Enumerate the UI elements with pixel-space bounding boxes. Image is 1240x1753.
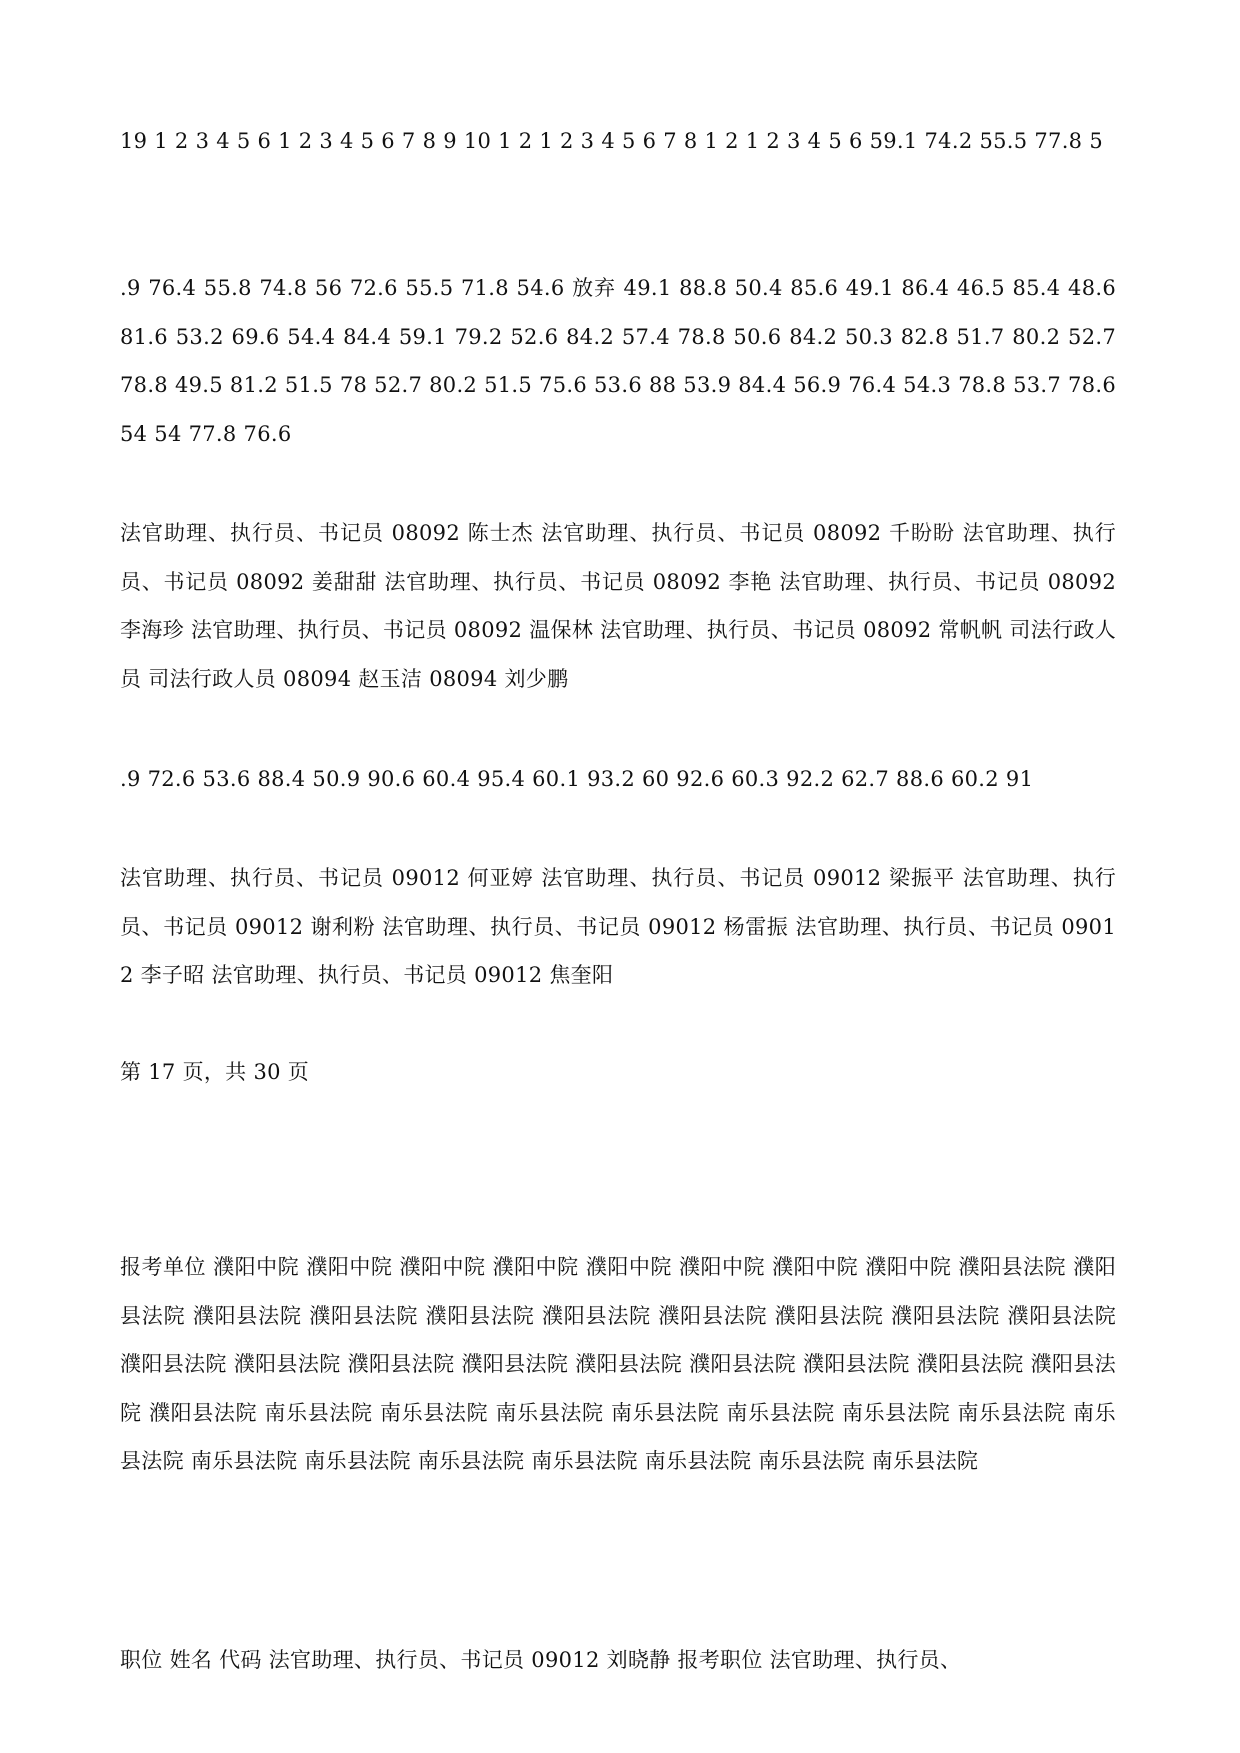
candidate-list-09012-paragraph: 法官助理、执行员、书记员 09012 何亚婷 法官助理、执行员、书记员 09012 梁振平 法官助理、执行员、书记员 09012 谢利粉 法官助理、执行员、书记员 09012 杨雷振 法官助理、执行员、书记员 09012 李子昭 法官助理、执行员、书记员 09012 焦奎阳 [120,866,1116,987]
candidate-list-08092-paragraph: 法官助理、执行员、书记员 08092 陈士杰 法官助理、执行员、书记员 08092 千盼盼 法官助理、执行员、书记员 08092 姜甜甜 法官助理、执行员、书记员 08092 李艳 法官助理、执行员、书记员 08092 李海珍 法官助理、执行员、书记员 08092 温保林 法官助理、执行员、书记员 08092 常帆帆 司法行政人员 司法行政人员 08094 赵玉洁 08094 刘少鹏 [120,521,1116,691]
exam-unit-list-paragraph: 报考单位 濮阳中院 濮阳中院 濮阳中院 濮阳中院 濮阳中院 濮阳中院 濮阳中院 濮阳中院 濮阳县法院 濮阳县法院 濮阳县法院 濮阳县法院 濮阳县法院 濮阳县法院 濮阳县法院 濮阳县法院 濮阳县法院 濮阳县法院 濮阳县法院 濮阳县法院 濮阳县法院 濮阳县法院 濮阳县法院 濮阳县法院 濮阳县法院 濮阳县法院 濮阳县法院 濮阳县法院 南乐县法院 南乐县法院 南乐县法院 南乐县法院 南乐县法院 南乐县法院 南乐县法院 南乐县法院 南乐县法院 南乐县法院 南乐县法院 南乐县法院 南乐县法院 南乐县法院 南乐县法院 [120,1255,1116,1473]
score-list-continued-paragraph: .9 72.6 53.6 88.4 50.9 90.6 60.4 95.4 60.1 93.2 60 92.6 60.3 92.2 62.7 88.6 60.2 91 [120,767,1034,791]
score-list-paragraph: .9 76.4 55.8 74.8 56 72.6 55.5 71.8 54.6 放弃 49.1 88.8 50.4 85.6 49.1 86.4 46.5 85.4 48.6 81.6 53.2 69.6 54.4 84.4 59.1 79.2 52.6 84.2 57.4 78.8 50.6 84.2 50.3 82.8 51.7 80.2 52.7 78.8 49.5 81.2 51.5 78 52.7 80.2 51.5 75.6 53.6 88 53.9 84.4 56.9 76.4 54.3 78.8 53.7 78.6 54 54 77.8 76.6 [120,276,1116,446]
score-sequence-paragraph: 19 1 2 3 4 5 6 1 2 3 4 5 6 7 8 9 10 1 2 1 2 3 4 5 6 7 8 1 2 1 2 3 4 5 6 59.1 74.2 55.5 77.8 5 [120,129,1103,153]
table-header-paragraph: 职位 姓名 代码 法官助理、执行员、书记员 09012 刘晓静 报考职位 法官助理、执行员、 [120,1648,962,1672]
page-number: 第 17 页，共 30 页 [120,1060,310,1084]
